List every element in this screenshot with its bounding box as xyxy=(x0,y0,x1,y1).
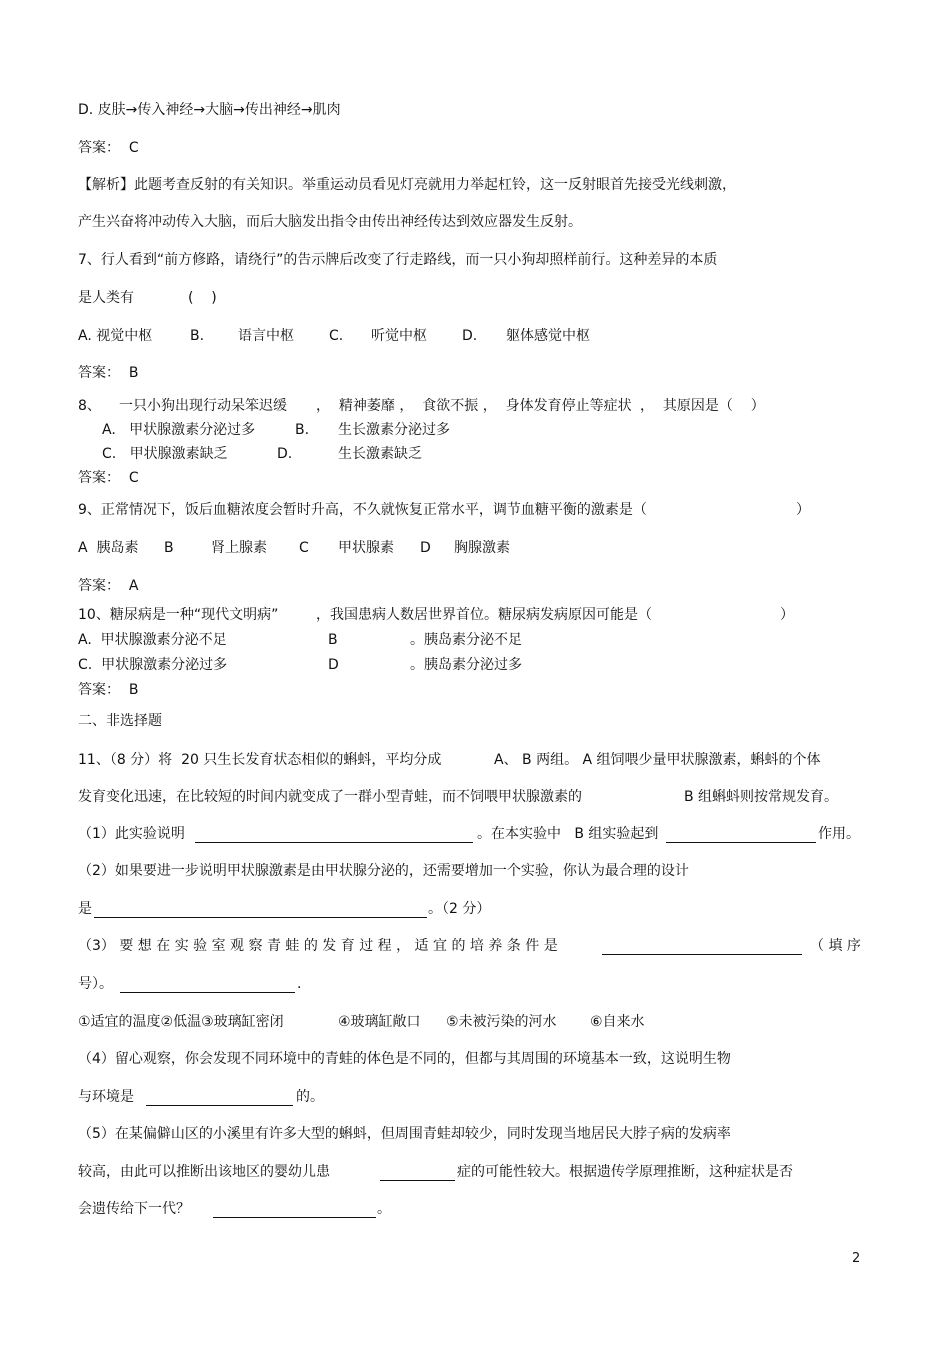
q8-option-d-text: 生长激素缺乏 xyxy=(338,446,422,462)
q11-part3-options-b: ④玻璃缸敞口 xyxy=(338,1014,421,1030)
q6-analysis-line2: 产生兴奋将冲动传入大脑，而后大脑发出指令由传出神经传达到效应器发生反射。 xyxy=(78,214,582,230)
q7-option-b-letter: B. xyxy=(190,328,205,344)
q11-part5-blank2[interactable] xyxy=(213,1201,376,1218)
q6-analysis-line1: 【解析】此题考查反射的有关知识。举重运动员看见灯亮就用力举起杠铃，这一反射眼首先接受光线刺激， xyxy=(78,177,736,193)
q11-part3-suffix: （ 填 序 xyxy=(810,938,861,954)
q11-part3-options-c: ⑤未被污染的河水 xyxy=(446,1014,557,1030)
q11-part2-line1: （2）如果要进一步说明甲状腺激素是由甲状腺分泌的，还需要增加一个实验，你认为最合理的设计 xyxy=(78,863,689,879)
q10-answer: 答案： B xyxy=(78,682,139,698)
q9-stem: 9、正常情况下，饭后血糖浓度会暂时升高，不久就恢复正常水平，调节血糖平衡的激素是（ xyxy=(78,502,647,518)
q8-option-b-letter: B. xyxy=(295,422,310,438)
q8-stem-b: ， 精神萎靡 ， 食欲不振 ， 身体发育停止等症状 xyxy=(316,398,632,414)
q10-option-b-text: 。胰岛素分泌不足 xyxy=(410,632,522,648)
q8-option-c: C. 甲状腺激素缺乏 xyxy=(102,446,228,462)
q9-option-c-letter: C xyxy=(299,540,309,556)
q9-option-b-letter: B xyxy=(164,540,174,556)
q11-part2-prefix: 是 xyxy=(78,901,92,917)
q11-stem-line2a: 发育变化迅速，在比较短的时间内就变成了一群小型青蛙，而不饲喂甲状腺激素的 xyxy=(78,789,582,805)
q6-answer: 答案： C xyxy=(78,140,139,156)
q11-part5-line2-suffix: 症的可能性较大。根据遗传学原理推断，这种症状是否 xyxy=(457,1164,793,1180)
q11-part2-suffix: 。（2 分） xyxy=(428,901,491,917)
q9-paren-close: ） xyxy=(796,502,810,518)
q11-stem-line2b: B 组蝌蚪则按常规发育。 xyxy=(684,789,839,805)
q10-option-d-text: 。胰岛素分泌过多 xyxy=(410,657,522,673)
q7-stem-line2: 是人类有 xyxy=(78,290,134,306)
q9-option-d-text: 胸腺激素 xyxy=(454,540,510,556)
q11-stem-line1a: 11、（8 分）将 20 只生长发育状态相似的蝌蚪，平均分成 xyxy=(78,752,442,768)
section-heading-nonchoice: 二、非选择题 xyxy=(78,713,162,729)
q10-option-a: A. 甲状腺激素分泌不足 xyxy=(78,632,227,648)
q9-option-d-letter: D xyxy=(420,540,431,556)
q8-stem-c: ， 其原因是（ ） xyxy=(640,398,765,414)
q11-part4-line1: （4）留心观察，你会发现不同环境中的青蛙的体色是不同的，但都与其周围的环境基本一致，这说明生物 xyxy=(78,1051,731,1067)
q10-option-c: C. 甲状腺激素分泌过多 xyxy=(78,657,228,673)
q8-option-b-text: 生长激素分泌过多 xyxy=(338,422,450,438)
q10-option-b-letter: B xyxy=(328,632,338,648)
q11-part3-options-a: ①适宜的温度②低温③玻璃缸密闭 xyxy=(78,1014,284,1030)
q7-option-a: A. 视觉中枢 xyxy=(78,328,153,344)
q9-option-b-text: 肾上腺素 xyxy=(211,540,267,556)
q11-part1-prefix: （1）此实验说明 xyxy=(78,826,185,842)
q11-part5-blank1[interactable] xyxy=(380,1164,455,1181)
q7-option-c-letter: C. xyxy=(329,328,344,344)
q11-part5-line2-prefix: 较高，由此可以推断出该地区的婴幼儿患 xyxy=(78,1164,330,1180)
q11-part3-blank1[interactable] xyxy=(602,938,802,955)
q11-stem-line1b: A、 B 两组。 A 组饲喂少量甲状腺激素，蝌蚪的个体 xyxy=(494,752,821,768)
q11-part5-line1: （5）在某偏僻山区的小溪里有许多大型的蝌蚪，但周围青蛙却较少，同时发现当地居民大脖子病的发病率 xyxy=(78,1126,731,1142)
q8-number: 8、 xyxy=(78,398,101,414)
q11-part3-prefix: （3） 要 想 在 实 验 室 观 察 青 蛙 的 发 育 过 程 ， 适 宜 的 培 养 条 件 是 xyxy=(78,938,558,954)
q7-stem-line1: 7、行人看到“前方修路，请绕行”的告示牌后改变了行走路线，而一只小狗却照样前行。这种差异的本质 xyxy=(78,252,718,268)
q9-answer: 答案： A xyxy=(78,578,139,594)
q11-part3-line2-suffix: . xyxy=(297,976,302,992)
q6-option-d: D. 皮肤→传入神经→大脑→传出神经→肌肉 xyxy=(78,102,341,118)
q10-stem-a: 10、糖尿病是一种“现代文明病” xyxy=(78,607,279,623)
q11-part4-prefix: 与环境是 xyxy=(78,1089,134,1105)
q11-part2-blank[interactable] xyxy=(94,901,427,918)
q8-option-d-letter: D. xyxy=(277,446,293,462)
q11-part5-line3-prefix: 会遗传给下一代？ xyxy=(78,1201,190,1217)
q8-stem-a: 一只小狗出现行动呆笨迟缓 xyxy=(119,398,287,414)
q7-option-c-text: 听觉中枢 xyxy=(371,328,427,344)
q10-stem-b: ，我国患病人数居世界首位。糖尿病发病原因可能是（ xyxy=(316,607,652,623)
q11-part3-blank2[interactable] xyxy=(120,976,295,993)
q11-part1-blank1[interactable] xyxy=(195,826,473,843)
q11-part1-mid: 。在本实验中 B 组实验起到 xyxy=(477,826,659,842)
q11-part1-suffix: 作用。 xyxy=(818,826,860,842)
q11-part3-line2-prefix: 号）。 xyxy=(78,976,113,992)
q10-paren-close: ） xyxy=(780,607,794,623)
q11-part5-line3-suffix: 。 xyxy=(377,1201,391,1217)
q9-option-a: A 胰岛素 xyxy=(78,540,139,556)
q10-option-d-letter: D xyxy=(328,657,339,673)
page-number: 2 xyxy=(852,1251,861,1266)
q7-option-d-text: 躯体感觉中枢 xyxy=(506,328,590,344)
q8-option-a: A. 甲状腺激素分泌过多 xyxy=(102,422,256,438)
q7-option-b-text: 语言中枢 xyxy=(238,328,294,344)
q11-part3-options-d: ⑥自来水 xyxy=(590,1014,645,1030)
q7-option-d-letter: D. xyxy=(462,328,478,344)
q7-paren: ( ) xyxy=(188,290,217,306)
q11-part1-blank2[interactable] xyxy=(666,826,816,843)
q11-part4-blank[interactable] xyxy=(146,1089,293,1106)
q9-option-c-text: 甲状腺素 xyxy=(338,540,394,556)
q7-answer: 答案： B xyxy=(78,365,139,381)
q11-part4-suffix: 的。 xyxy=(296,1089,324,1105)
q8-answer: 答案： C xyxy=(78,470,139,486)
